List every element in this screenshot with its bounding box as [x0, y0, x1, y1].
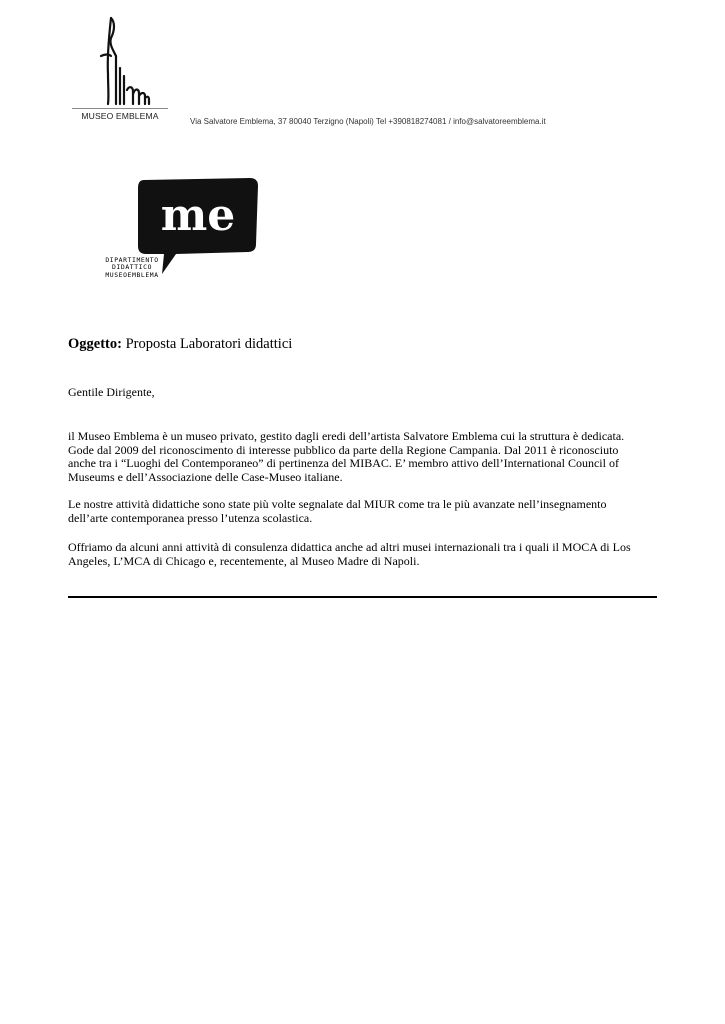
- body-paragraph: [68, 498, 668, 525]
- paragraph-line: Angeles, L’MCA di Chicago e, recentemente, al Museo Madre di Napoli.: [68, 553, 420, 568]
- department-label: [96, 257, 168, 279]
- body-paragraph: [68, 541, 668, 568]
- body-paragraph: [68, 430, 668, 484]
- department-line: DIDATTICO: [111, 263, 153, 272]
- paragraph-line: Museums e dell’Associazione delle Case-Museo italiane.: [68, 469, 343, 484]
- subject-line: [68, 336, 292, 353]
- signature-logo-icon: [89, 16, 151, 108]
- museum-logo: [72, 16, 168, 136]
- museum-name: MUSEO EMBLEMA: [81, 111, 159, 121]
- paragraph-line: dell’arte contemporanea presso l’utenza scolastica.: [68, 510, 313, 525]
- paragraph-line: Offriamo da alcuni anni attività di consulenza didattica anche ad altri musei internazionali tra i quali il MOCA di Los: [68, 540, 631, 554]
- salutation: Gentile Dirigente,: [68, 385, 155, 399]
- me-mark: me: [160, 190, 236, 241]
- subject-text: Proposta Laboratori didattici: [125, 336, 293, 352]
- paragraph-line: anche tra i “Luoghi del Contemporaneo” di pertinenza del MIBAC. E’ membro attivo dell’International Council of: [68, 456, 619, 471]
- address-line: Via Salvatore Emblema, 37 80040 Terzigno (Napoli) Tel +390818274081 / info@salvatoreemblema.it: [190, 117, 546, 126]
- paragraph-line: Gode dal 2009 del riconoscimento di interesse pubblico da parte della Regione Campania. Dal 2011 è riconosciuto: [68, 442, 619, 457]
- department-line: DIPARTIMENTO: [105, 256, 159, 264]
- department-line: MUSEOEMBLEMA: [105, 270, 159, 279]
- subject-label: Oggetto:: [68, 336, 122, 352]
- paragraph-line: Le nostre attività didattiche sono state più volte segnalate dal MIUR come tra le più avanzate nell’insegnamento: [68, 497, 607, 511]
- bottom-divider: [68, 596, 657, 598]
- paragraph-line: il Museo Emblema è un museo privato, gestito dagli eredi dell’artista Salvatore Emblema cui la struttura è dedicata.: [68, 429, 625, 443]
- department-logo: [96, 176, 266, 286]
- header-divider: [72, 108, 168, 109]
